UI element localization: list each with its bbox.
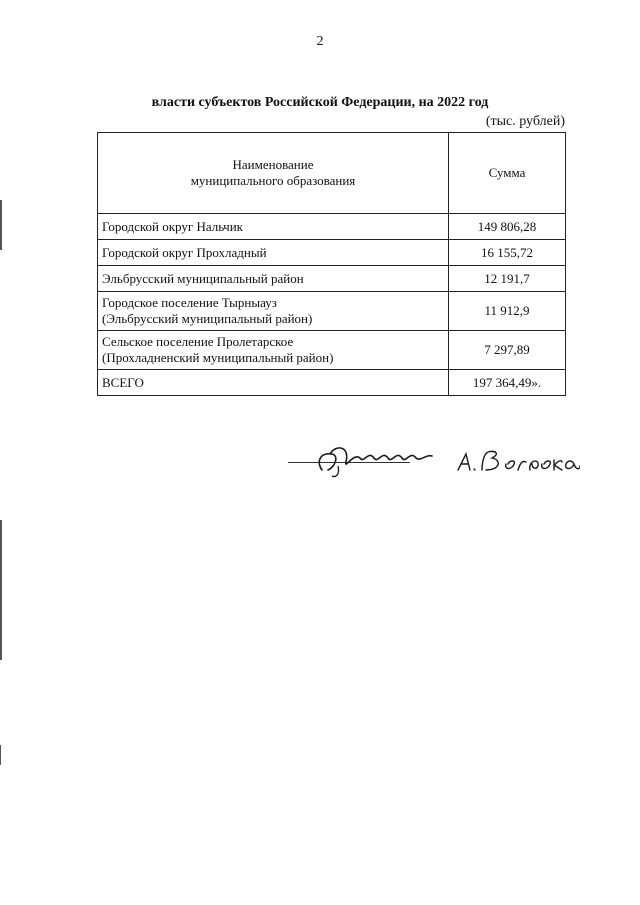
scan-margin-mark bbox=[0, 200, 2, 250]
row-name bbox=[98, 214, 449, 240]
header-sum: Сумма bbox=[449, 133, 566, 214]
scan-margin-mark bbox=[0, 745, 1, 765]
row-sum: 16 155,72 bbox=[449, 240, 566, 266]
row-name bbox=[98, 370, 449, 396]
row-sum: 11 912,9 bbox=[449, 292, 566, 331]
row-name-line: Городское поселение Тырныауз bbox=[102, 295, 277, 310]
header-name-line: муниципального образования bbox=[190, 173, 356, 188]
row-name bbox=[98, 240, 449, 266]
row-sum: 7 297,89 bbox=[449, 331, 566, 370]
table-row bbox=[98, 331, 566, 370]
row-name-line: Сельское поселение Пролетарское bbox=[102, 334, 294, 349]
row-name-line: ВСЕГО bbox=[102, 374, 144, 390]
row-name bbox=[98, 266, 449, 292]
row-sum: 197 364,49». bbox=[449, 370, 566, 396]
table-row bbox=[98, 240, 566, 266]
table-row bbox=[98, 292, 566, 331]
table-row-total bbox=[98, 370, 566, 396]
table-row bbox=[98, 214, 566, 240]
row-name-line: Городской округ Прохладный bbox=[102, 244, 267, 260]
row-name-line: Эльбрусский муниципальный район bbox=[102, 270, 304, 286]
row-sum: 12 191,7 bbox=[449, 266, 566, 292]
page-number: 2 bbox=[316, 34, 324, 49]
row-name bbox=[98, 292, 449, 331]
row-name-line: (Прохладненский муниципальный район) bbox=[102, 350, 334, 365]
header-name-line: Наименование bbox=[232, 157, 314, 172]
row-name-line: (Эльбрусский муниципальный район) bbox=[102, 311, 313, 326]
row-sum: 149 806,28 bbox=[449, 214, 566, 240]
row-name bbox=[98, 331, 449, 370]
table-header-row bbox=[98, 133, 566, 214]
row-name-line: Городской округ Нальчик bbox=[102, 218, 243, 234]
header-name bbox=[98, 133, 449, 214]
scan-margin-mark bbox=[0, 520, 2, 660]
document-title: власти субъектов Российской Федерации, на 2022 год bbox=[151, 95, 489, 110]
table-row bbox=[98, 266, 566, 292]
allocation-table bbox=[97, 132, 566, 396]
units-label: (тыс. рублей) bbox=[485, 114, 565, 129]
handwritten-signature bbox=[310, 440, 580, 480]
